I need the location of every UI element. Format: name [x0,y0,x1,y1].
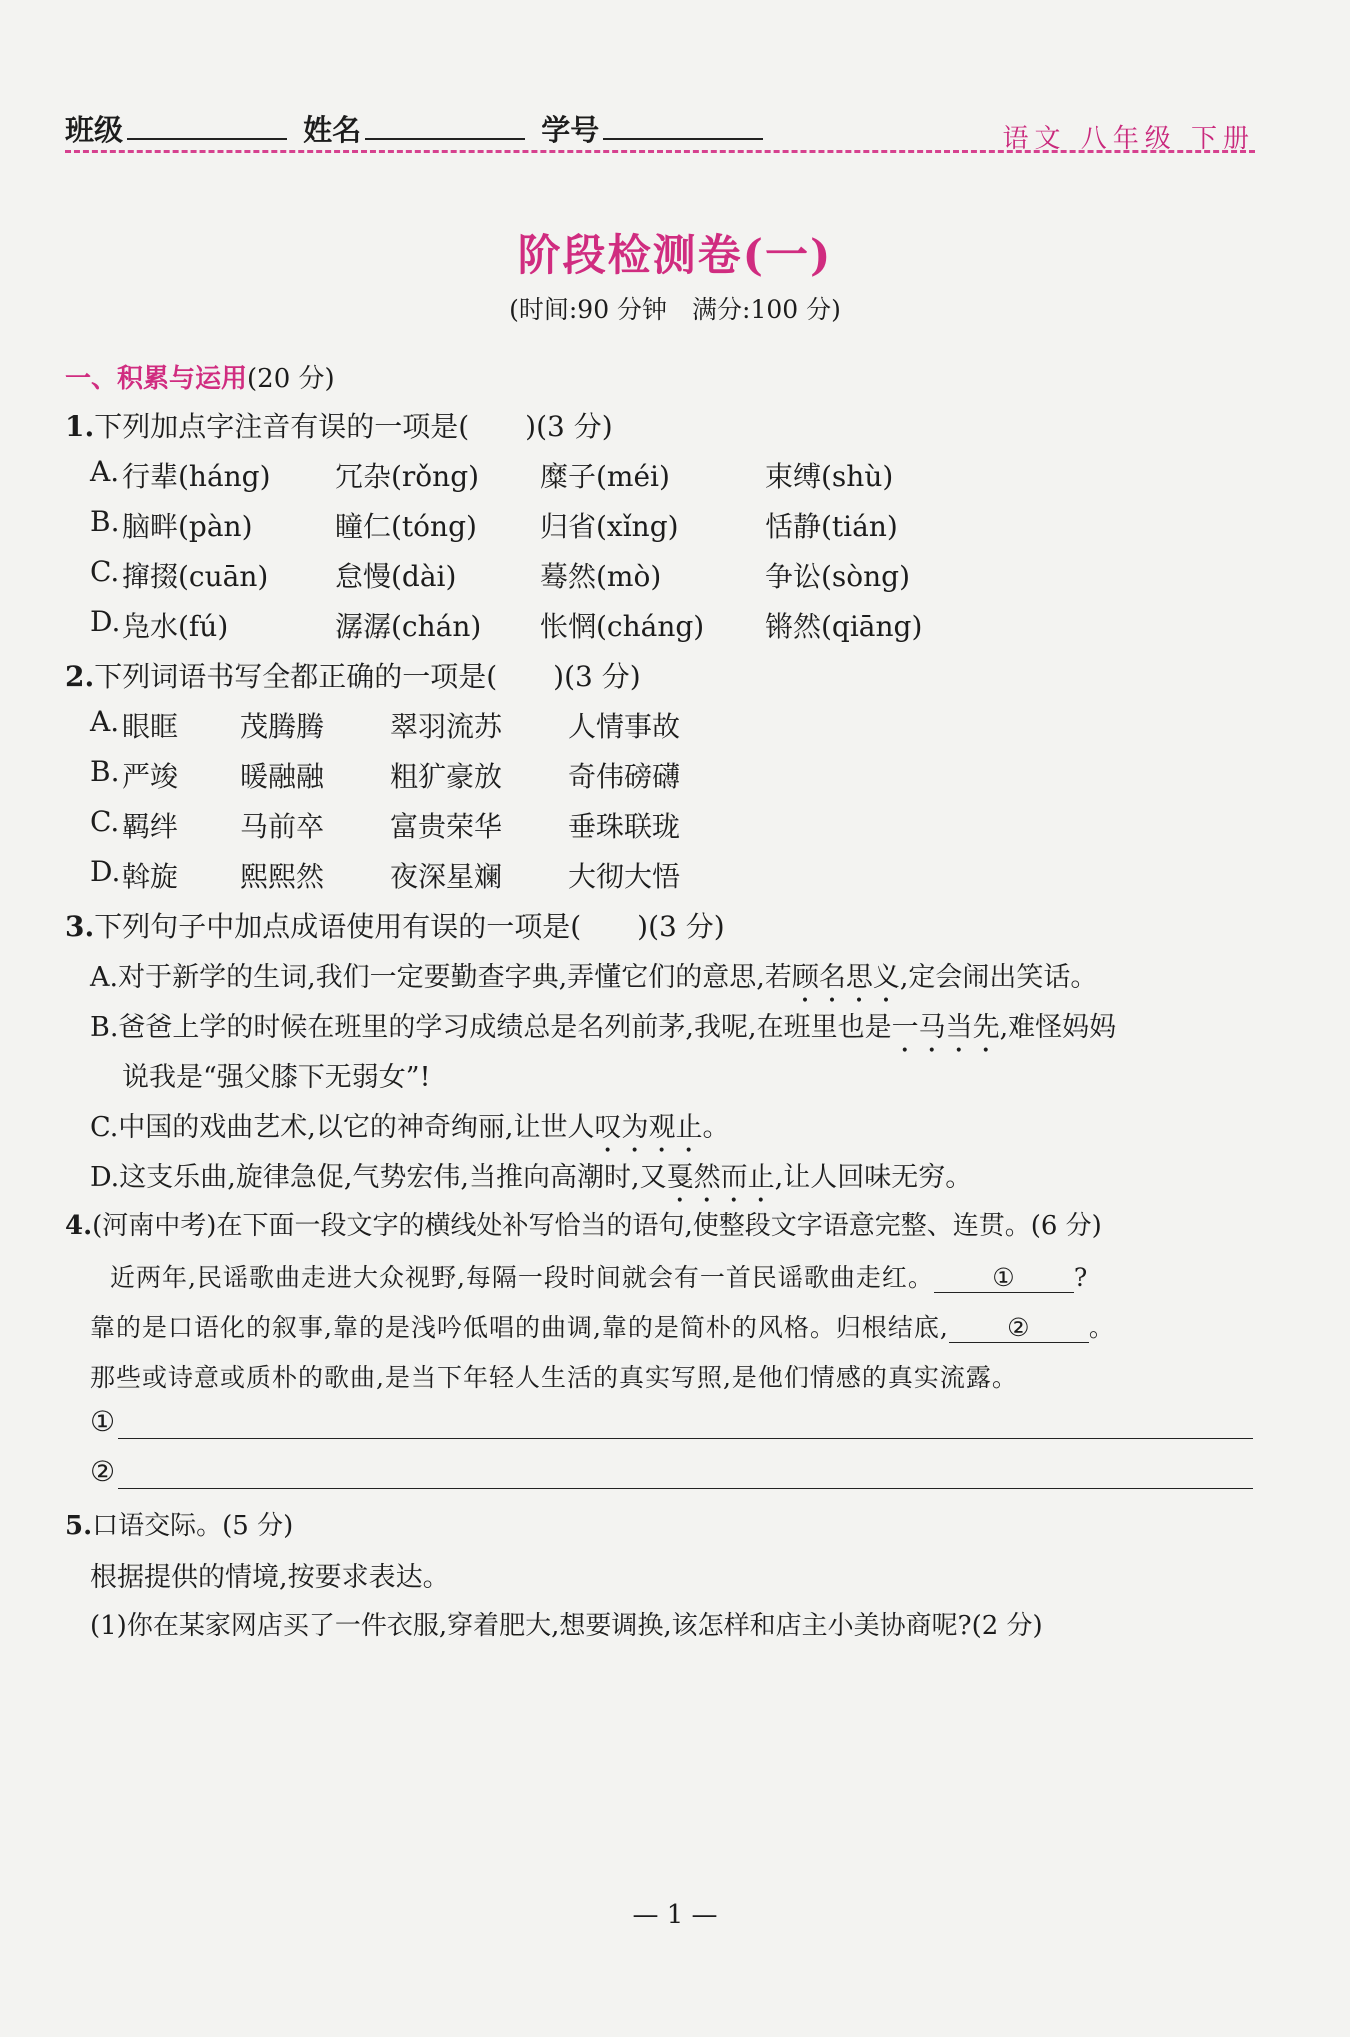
section-1-label: 一、积累与运用 [65,364,248,394]
subject-label: 语文 八年级 下册 [1002,124,1255,154]
option-text: B.爸爸上学的时候在班里的学习成绩总是名列前茅,我呢,在班里也是 [90,1012,892,1043]
answer-2-line[interactable] [118,1488,1253,1489]
question-3-option-c[interactable] [90,1105,729,1159]
option-item: 严竣 [122,760,179,793]
question-3-option-b-cont: 说我是“强父膝下无弱女”! [122,1062,431,1093]
passage-text: 靠的是口语化的叙事,靠的是浅吟低唱的曲调,靠的是简朴的风格。归根结底, [90,1313,949,1342]
option-letter[interactable]: C. [90,555,120,588]
option-item: 糜子(méi) [540,460,670,493]
option-text: ,让人回味无穷。 [774,1162,973,1193]
option-item: 眼眶 [122,710,179,743]
id-blank[interactable] [603,116,763,140]
section-1-heading [65,358,335,395]
option-text: D.这支乐曲,旋律急促,气势宏伟,当推向高潮时,又 [90,1162,667,1193]
option-item: 行辈(háng) [122,460,271,493]
question-1-number: 1. [65,410,95,443]
option-item: 奇伟磅礴 [568,760,681,793]
option-letter[interactable]: B. [90,755,120,788]
option-item: 暖融融 [240,760,325,793]
option-item: 锵然(qiāng) [765,610,923,643]
option-item: 垂珠联珑 [568,810,681,843]
class-label: 班级 [65,113,124,147]
question-2-score: )(3 分) [553,660,641,693]
option-item: 束缚(shù) [765,460,894,493]
question-3-option-b[interactable] [90,1005,1116,1059]
question-5-number: 5. [65,1511,93,1541]
option-item: 斡旋 [122,860,179,893]
option-item: 争讼(sòng) [765,560,911,593]
name-blank[interactable] [365,116,525,140]
exam-time-score: (时间:90 分钟 满分:100 分) [509,295,841,324]
question-5-stem [65,1505,293,1542]
passage-blank-1[interactable]: ① [934,1263,1074,1293]
option-item: 冗杂(rǒng) [335,460,480,493]
option-item: 怅惘(cháng) [540,610,705,643]
passage-line-2 [90,1308,1115,1344]
passage-text: ? [1073,1263,1089,1292]
option-item: 人情事故 [568,710,681,743]
dotted-idiom: 顾名思义 [791,962,900,993]
option-text: A.对于新学的生词,我们一定要勤查字典,弄懂它们的意思,若 [90,962,792,993]
passage-line-3: 那些或诗意或质朴的歌曲,是当下年轻人生活的真实写照,是他们情感的真实流露。 [90,1363,1018,1392]
question-5-sub-1: (1)你在某家网店买了一件衣服,穿着肥大,想要调换,该怎样和店主小美协商呢?(2 分) [90,1611,1043,1641]
name-label: 姓名 [303,113,362,147]
option-item: 茂腾腾 [240,710,325,743]
option-item: 归省(xǐng) [540,510,679,543]
question-4-text: (河南中考)在下面一段文字的横线处补写恰当的语句,使整段文字语意完整、连贯。(6 分) [92,1211,1102,1241]
question-4-number: 4. [65,1211,93,1241]
option-item: 马前卒 [240,810,325,843]
question-4-stem [65,1205,1102,1242]
option-text: ,难怪妈妈 [999,1012,1117,1043]
option-letter[interactable]: D. [90,605,121,638]
question-2-text: 下列词语书写全都正确的一项是( [94,660,498,693]
question-3-option-d[interactable] [90,1155,972,1209]
answer-1-line[interactable] [118,1438,1253,1439]
option-item: 恬静(tián) [765,510,898,543]
page-title: 阶段检测卷(一) [517,231,833,281]
id-label: 学号 [541,113,600,147]
option-letter[interactable]: D. [90,855,121,888]
answer-1-label: ① [90,1405,116,1438]
question-3-text: 下列句子中加点成语使用有误的一项是( [94,910,582,943]
option-item: 怠慢(dài) [335,560,457,593]
section-1-score: (20 分) [247,364,335,394]
option-item: 蓦然(mò) [540,560,662,593]
question-3-stem [65,905,725,945]
option-item: 凫水(fú) [122,610,229,643]
class-blank[interactable] [127,116,287,140]
option-text: ,定会闹出笑话。 [899,962,1098,993]
header-divider [65,150,1255,153]
dotted-idiom: 一马当先 [891,1012,1000,1043]
option-item: 夜深星斓 [390,860,503,893]
option-item: 羁绊 [122,810,179,843]
option-item: 大彻大悟 [568,860,681,893]
option-letter[interactable]: A. [90,455,120,488]
option-item: 脑畔(pàn) [122,510,253,543]
passage-text: 近两年,民谣歌曲走进大众视野,每隔一段时间就会有一首民谣歌曲走红。 [110,1263,934,1292]
page-number: — 1 — [632,1900,718,1930]
passage-text: 。 [1088,1313,1115,1342]
question-2-stem [65,655,641,695]
answer-2-label: ② [90,1455,116,1488]
option-item: 熙熙然 [240,860,325,893]
option-item: 撺掇(cuān) [122,560,269,593]
question-5-text: 口语交际。(5 分) [92,1511,294,1541]
dotted-idiom: 叹为观止 [594,1112,703,1143]
option-item: 富贵荣华 [390,810,503,843]
option-item: 瞳仁(tóng) [335,510,477,543]
question-3-score: )(3 分) [637,910,725,943]
option-text: 。 [702,1112,730,1143]
dotted-idiom: 戛然而止 [666,1162,775,1193]
question-2-number: 2. [65,660,95,693]
passage-line-1 [110,1258,1088,1294]
option-text: C.中国的戏曲艺术,以它的神奇绚丽,让世人 [90,1112,595,1143]
option-letter[interactable]: C. [90,805,120,838]
question-1-score: )(3 分) [525,410,613,443]
option-letter[interactable]: B. [90,505,120,538]
passage-blank-2[interactable]: ② [949,1313,1089,1343]
option-letter[interactable]: A. [90,705,120,738]
question-5-instruction: 根据提供的情境,按要求表达。 [90,1562,450,1593]
option-item: 翠羽流苏 [390,710,503,743]
question-3-option-a[interactable] [90,955,1097,1009]
question-1-text: 下列加点字注音有误的一项是( [94,410,470,443]
option-item: 粗犷豪放 [390,760,503,793]
question-1-stem [65,405,613,445]
question-3-number: 3. [65,910,95,943]
option-item: 潺潺(chán) [335,610,482,643]
student-info-header [65,108,769,149]
